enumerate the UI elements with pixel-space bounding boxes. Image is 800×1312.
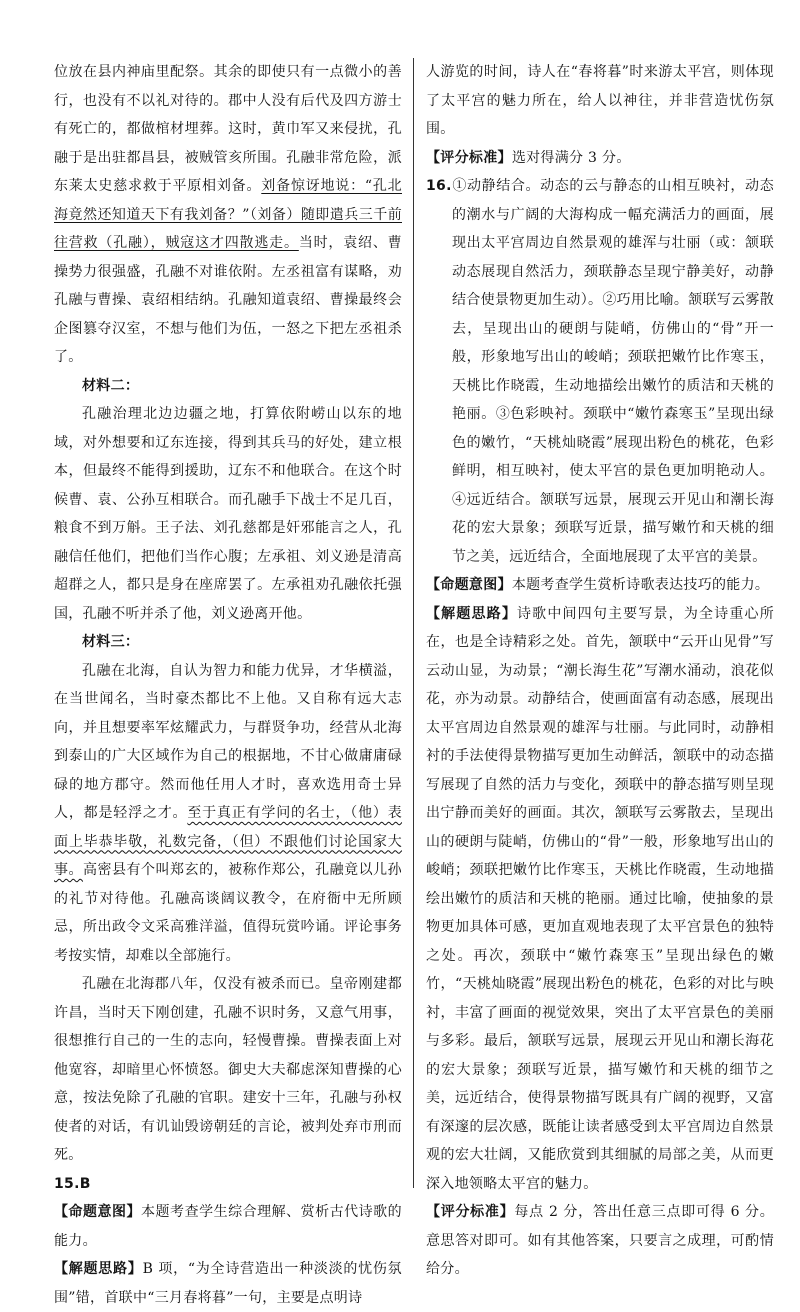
material-three-heading: 材料三： — [82, 634, 140, 650]
question-15-answer: 15.B — [54, 1175, 91, 1192]
tag-label: 【评分标准】 — [426, 149, 512, 166]
material-two-paragraph: 孔融治理北边边疆之地，打算依附崂山以东的地域，对外想要和辽东连接，得到其兵马的好处，建立根本，但最终不能得到援助，辽东不和他联合。在这个时候曹、袁、公孙互相联合。而孔融手下战士不足几百，粮食不到万斛。王子法、刘孔慈都是奸邪能言之人，孔融信任他们，把他们当作心腹；左承祖、刘义逊是清高超群之人，都只是身在座席罢了。左承祖劝孔融依托强国，孔融不听并杀了他，刘义逊离开他。 — [54, 406, 402, 622]
q16-intent: 【命题意图】本题考查学生赏析诗歌表达技巧的能力。 — [426, 577, 770, 593]
material-two-heading: 材料二： — [82, 377, 140, 394]
material-three-paragraph: 孔融在北海，自认为智力和能力优异，才华横溢，在当世闻名，当时豪杰都比不上他。又自称有远大志向，并且想要率军炫耀武力，与群贤争功，经营从北海到泰山的广大区域作为自己的根据地，不甘心做庸庸碌碌的地方郡守。然而他任用人才时，喜欢选用奇士异人，都是轻浮之才。至于真正有学问的名士，（他）表面上毕恭毕敬，礼数完备，（但）不跟他们讨论国家大事。高密县有个叫郑玄的，被称作郑公，孔融竟以儿孙的礼节对待他。孔融高谈阔议教令，在府衙中无所顾忌，所出政令文采高雅洋溢，值得玩赏吟诵。评论事务考按实情，却难以全部施行。 — [54, 662, 403, 964]
tag-label: 【命题意图】 — [54, 1204, 142, 1220]
tag-label: 【解题思路】 — [54, 1261, 143, 1277]
question-16-number: 16. — [426, 178, 452, 194]
tag-label: 【命题意图】 — [426, 577, 512, 593]
q16-scoring: 【评分标准】每点 2 分，答出任意三点即可得 6 分。意思答对即可。如有其他答案，只要言之成理，可酌情给分。 — [426, 1204, 774, 1277]
q15-solution: 【解题思路】B 项，“为全诗营造出一种淡淡的忧伤氛围”错，首联中“三月春将暮”一句，主要是点明诗 — [54, 1261, 402, 1306]
tag-label: 【评分标准】 — [426, 1204, 515, 1220]
underlined-sentence: 刘备惊讶地说：“孔北海竟然还知道天下有我刘备？”（刘备）随即遣兵三千前往营救（孔融），贼寇这才四散逃走。 — [54, 178, 402, 251]
q15-scoring: 【评分标准】选对得满分 3 分。 — [426, 149, 631, 166]
wavy-underlined-sentence: 至于真正有学问的名士，（他）表面上毕恭毕敬，礼数完备，（但）不跟他们讨论国家大事。 — [54, 805, 403, 878]
question-16-answer: 16.①动静结合。动态的云与静态的山相互映衬，动态的潮水与广阔的大海构成一幅充满活力的画面，展现出太平宫周边自然景观的雄浑与壮丽（或：颔联动态展现自然活力，颈联静态呈现宁静美好，动静结合使景物更加生动）。②巧用比喻。颔联写云雾散去，呈现出山的硬朗与陡峭，仿佛山的“骨”开一般，形象地写出山的峻峭；颈联把嫩竹比作寒玉，天桃比作晓霞，生动地描绘出嫩竹的质洁和天桃的艳丽。③色彩映衬。颈联中“嫩竹森寒玉”呈现出绿色的嫩竹，“天桃灿晓霞”展现出粉色的桃花，色彩鲜明，相互映衬，使太平宫的景色更加明艳动人。④远近结合。颔联写远景，展现云开见山和潮长海花的宏大景象；颈联写近景，描写嫩竹和天桃的细节之美，远近结合，全面地展现了太平宫的美景。 — [426, 172, 774, 571]
left-column — [54, 58, 402, 1312]
material-three-paragraph-2: 孔融在北海郡八年，仅没有被杀而已。皇帝刚建都许昌，当时天下刚创建，孔融不识时务，又意气用事，很想推行自己的一生的志向，轻慢曹操。曹操表面上对他宽容，却暗里心怀愤怒。御史大夫郗虑深知曹操的心意，按法免除了孔融的官职。建安十三年，孔融与孙权使者的对话，有讥讪毁谤朝廷的言论，被判处弃市刑而死。 — [54, 976, 402, 1163]
material-one-paragraph: 位放在县内神庙里配祭。其余的即使只有一点微小的善行，也没有不以礼对待的。郡中人没有后代及四方游士有死亡的，都做棺材埋葬。这时，黄巾军又来侵扰，孔融于是出驻都昌县，被贼管亥所围。孔融非常危险，派东莱太史慈求救于平原相刘备。刘备惊讶地说：“孔北海竟然还知道天下有我刘备？”（刘备）随即遣兵三千前往营救（孔融），贼寇这才四散逃走。当时，袁绍、曹操势力很强盛，孔融不对谁依附。左丞祖富有谋略，劝孔融与曹操、袁绍相结纳。孔融知道袁绍、曹操最终会企图篡夺汉室，不想与他们为伍，一怒之下把左丞祖杀了。 — [54, 64, 402, 365]
tag-label: 【解题思路】 — [426, 605, 518, 622]
q15-intent: 【命题意图】本题考查学生综合理解、赏析古代诗歌的能力。 — [54, 1204, 402, 1249]
column-divider — [413, 58, 414, 1188]
q16-solution: 【解题思路】诗歌中间四句主要写景，为全诗重心所在，也是全诗精彩之处。首先，颔联中“云开山见骨”写云动山显，为动景；“潮长海生花”写潮水涌动，浪花似花，亦为动景。动静结合，使画面富有动态感，展现出太平宫周边自然景观的雄浑与壮丽。与此同时，动静相衬的手法使得景物描写更加生动鲜活，颔联中的动态描写展现了自然的活力与变化，颈联中的静态描写则呈现出宁静而美好的画面。其次，颔联写云雾散去，呈现出山的硬朗与陡峭，仿佛山的“骨”一般，形象地写出山的峻峭；颈联把嫩竹比作寒玉，天桃比作晓霞，生动地描绘出嫩竹的质洁和天桃的艳丽。通过比喻，使抽象的景物更加具体可感，更加直观地表现了太平宫景色的独特之处。再次，颈联中“嫩竹森寒玉”呈现出绿色的嫩竹，“天桃灿晓霞”展现出粉色的桃花，色彩的对比与映衬，丰富了画面的视觉效果，突出了太平宫景色的美丽与多彩。最后，颔联写远景，展现云开见山和潮长海花的宏大景象；颈联写近景，描写嫩竹和天桃的细节之美，远近结合，使得景物描写既具有广阔的视野，又富有深邃的层次感，既能让读者感受到太平宫周边自然景观的宏大壮阔，又能欣赏到其细腻的局部之美，从而更深入地领略太平宫的魅力。 — [426, 605, 774, 1192]
right-column — [426, 58, 774, 1284]
q15-solution-continued: 人游览的时间，诗人在“春将暮”时来游太平宫，则体现了太平宫的魅力所在，给人以神往，并非营造忧伤氛围。 — [426, 64, 774, 137]
